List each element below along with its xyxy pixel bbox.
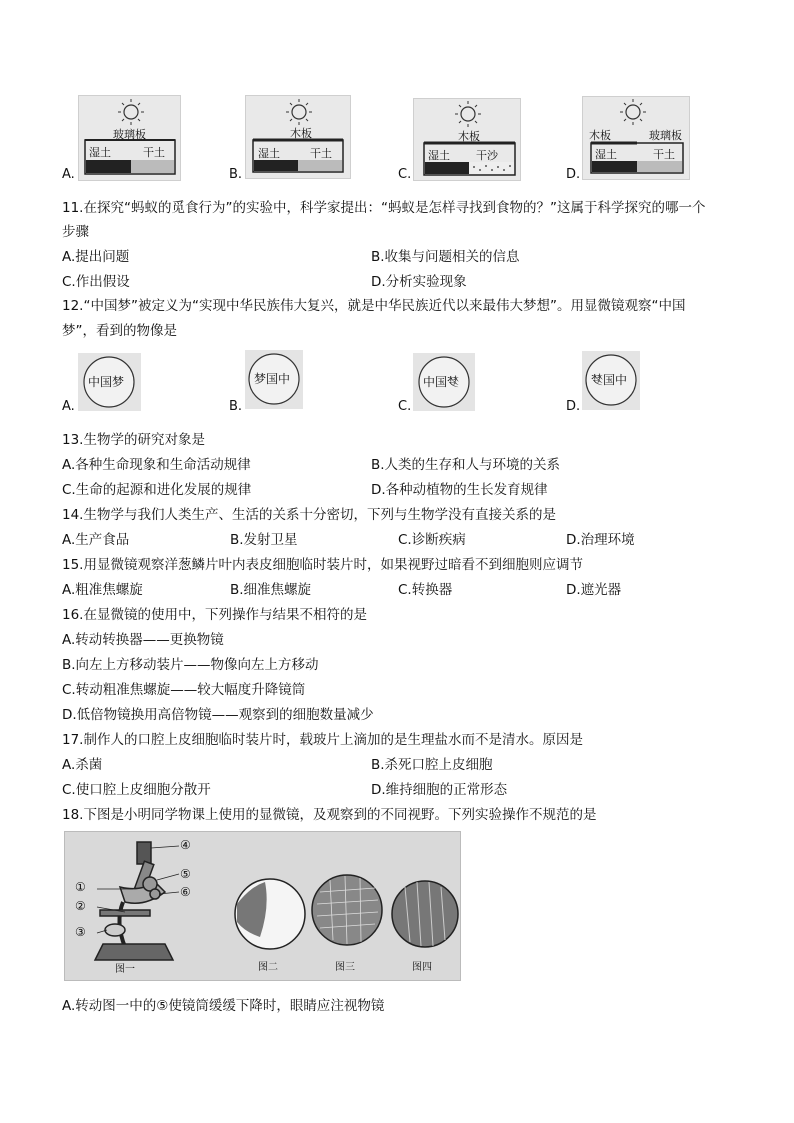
option-a[interactable]: A.提出问题 <box>62 249 130 265</box>
option-label: C. <box>398 399 412 414</box>
view-figure-3 <box>312 875 382 945</box>
view-text <box>591 371 627 388</box>
left-soil-label: 湿土 <box>258 147 280 160</box>
view-text: 梦国中 <box>254 372 291 386</box>
option-c[interactable]: C.转换器 <box>398 582 453 598</box>
sun-icon <box>620 99 646 125</box>
option-d[interactable]: D.遮光器 <box>566 582 622 598</box>
question-stem-cont: 步骤 <box>62 224 89 240</box>
left-soil-label: 湿土 <box>428 149 450 162</box>
option-label: D. <box>566 167 581 182</box>
part-marker-5: ⑤ <box>180 867 191 881</box>
question-stem: 13.生物学的研究对象是 <box>62 432 205 448</box>
microscope-drawing <box>95 842 173 960</box>
option-b[interactable]: B.人类的生存和人与环境的关系 <box>371 457 561 473</box>
microscope-view-c <box>413 353 475 411</box>
cover-label: 玻璃板 <box>113 128 146 141</box>
option-c[interactable]: C.使口腔上皮细胞分散开 <box>62 782 211 798</box>
view-text <box>423 373 459 390</box>
question-stem: 11.在探究“蚂蚁的觅食行为”的实验中，科学家提出：“蚂蚁是怎样寻找到食物的？”这属于科学探究的哪一个 <box>62 200 706 216</box>
right-soil-label: 干土 <box>653 148 675 161</box>
microscope-view-a <box>78 353 141 411</box>
option-b[interactable]: B.收集与问题相关的信息 <box>371 249 520 265</box>
question-stem-cont: 梦”，看到的物像是 <box>62 323 177 339</box>
view-text-mirrored: 梦 <box>591 373 604 387</box>
view-text-normal: 中国 <box>423 375 448 389</box>
option-c[interactable]: C.生命的起源和进化发展的规律 <box>62 482 252 498</box>
option-d[interactable]: D.维持细胞的正常形态 <box>371 782 508 798</box>
option-a[interactable]: A.生产食品 <box>62 532 130 548</box>
part-marker-3: ③ <box>75 925 86 939</box>
view-text: 中国梦 <box>88 375 125 389</box>
option-c[interactable]: C.诊断疾病 <box>398 532 466 548</box>
question-stem: 18.下图是小明同学物课上使用的显微镜，及观察到的不同视野。下列实验操作不规范的是 <box>62 807 597 823</box>
option-d[interactable]: D.各种动植物的生长发育规律 <box>371 482 548 498</box>
question-stem: 17.制作人的口腔上皮细胞临时装片时，载玻片上滴加的是生理盐水而不是清水。原因是 <box>62 732 583 748</box>
right-soil-label: 干沙 <box>476 149 498 162</box>
figure-caption-3: 图三 <box>335 962 355 973</box>
option-label: B. <box>229 167 243 182</box>
cover-label: 木板 <box>458 130 480 143</box>
option-c[interactable]: C.转动粗准焦螺旋——较大幅度升降镜筒 <box>62 682 306 698</box>
q10-figure-a <box>78 95 181 181</box>
figure-caption-2: 图二 <box>258 962 278 973</box>
option-d[interactable]: D.分析实验现象 <box>371 274 467 290</box>
q10-figure-b <box>245 95 351 179</box>
option-label: D. <box>566 399 581 414</box>
cover-label: 木板 <box>290 127 312 140</box>
wood-cover-label: 木板 <box>589 129 611 142</box>
figure-caption-1: 图一 <box>115 964 135 975</box>
option-label: C. <box>398 167 412 182</box>
option-d[interactable]: D.治理环境 <box>566 532 635 548</box>
option-d[interactable]: D.低倍物镜换用高倍物镜——观察到的细胞数量减少 <box>62 707 374 723</box>
option-b[interactable]: B.杀死口腔上皮细胞 <box>371 757 493 773</box>
question-stem: 14.生物学与我们人类生产、生活的关系十分密切，下列与生物学没有直接关系的是 <box>62 507 556 523</box>
sun-icon <box>118 99 144 125</box>
microscope-view-d <box>582 351 640 410</box>
option-b[interactable]: B.发射卫星 <box>230 532 298 548</box>
part-marker-2: ② <box>75 899 86 913</box>
view-figure-4 <box>392 881 458 947</box>
option-label: B. <box>229 399 243 414</box>
microscope-figure <box>64 831 461 981</box>
figure-caption-4: 图四 <box>412 962 432 973</box>
view-text-normal: 国中 <box>603 373 628 387</box>
left-soil-label: 湿土 <box>595 148 617 161</box>
option-a[interactable]: A.粗准焦螺旋 <box>62 582 143 598</box>
right-soil-label: 干土 <box>143 146 165 159</box>
part-marker-6: ⑥ <box>180 885 191 899</box>
option-b[interactable]: B.细准焦螺旋 <box>230 582 312 598</box>
view-figure-2 <box>235 879 305 949</box>
question-stem: 15.用显微镜观察洋葱鳞片叶内表皮细胞临时装片时，如果视野过暗看不到细胞则应调节 <box>62 557 583 573</box>
q10-figure-c <box>413 98 521 181</box>
option-label: A. <box>62 399 75 414</box>
sun-icon <box>455 101 481 127</box>
option-a[interactable]: A.杀菌 <box>62 757 103 773</box>
question-stem: 12.“中国梦”被定义为“实现中华民族伟大复兴，就是中华民族近代以来最伟大梦想”。用显微镜观察“中国 <box>62 298 686 314</box>
option-label: A. <box>62 167 75 182</box>
question-stem: 16.在显微镜的使用中，下列操作与结果不相符的是 <box>62 607 367 623</box>
option-a[interactable]: A.各种生命现象和生命活动规律 <box>62 457 251 473</box>
q10-figure-d <box>582 96 690 180</box>
right-soil-label: 干土 <box>310 147 332 160</box>
option-a[interactable]: A.转动图一中的⑤使镜筒缓缓下降时，眼睛应注视物镜 <box>62 998 385 1014</box>
part-marker-1: ① <box>75 880 86 894</box>
sun-icon <box>286 99 312 125</box>
glass-cover-label: 玻璃板 <box>649 129 682 142</box>
view-text-mirrored: 梦 <box>447 375 460 389</box>
option-a[interactable]: A.转动转换器——更换物镜 <box>62 632 224 648</box>
left-soil-label: 湿土 <box>89 146 111 159</box>
option-c[interactable]: C.作出假设 <box>62 274 130 290</box>
part-marker-4: ④ <box>180 838 191 852</box>
microscope-view-b <box>245 350 303 409</box>
option-b[interactable]: B.向左上方移动装片——物像向左上方移动 <box>62 657 319 673</box>
